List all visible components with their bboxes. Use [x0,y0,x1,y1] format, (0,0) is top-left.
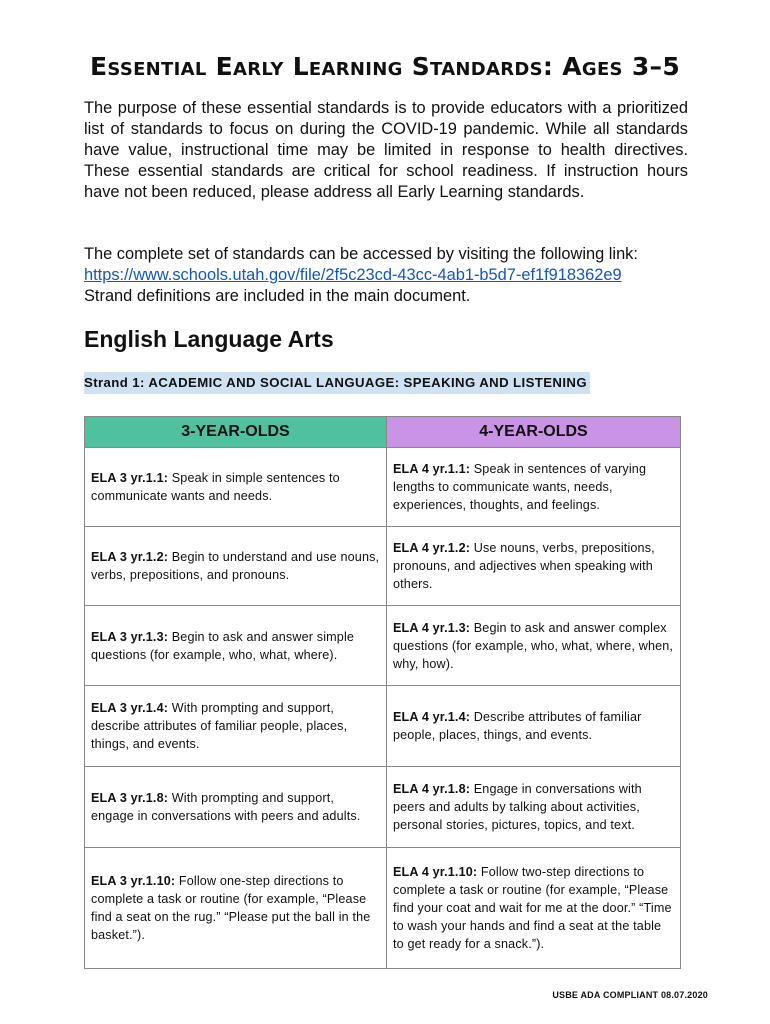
standard-text: Speak in simple sentences to communicate wants and needs. [91,471,340,503]
standard-code: ELA 3 yr.1.10: [91,874,176,888]
table-row [85,448,681,527]
standard-cell-3yr [85,848,387,969]
standard-text: Begin to ask and answer complex questions (for example, who, what, where, when, why, how). [393,620,674,671]
standards-link[interactable]: https://www.schools.utah.gov/file/2f5c23cd-43cc-4ab1-b5d7-ef1f918362e9 [84,266,622,284]
standard-text: Follow two-step directions to complete a task or routine (for example, “Please find your coat and wait for me at the door.” “Time to wash your hands and find a seat at the table to get ready for a snack.”). [393,865,672,951]
standard-text: Describe attributes of familiar people, places, things, and events. [393,710,642,742]
standard-code: ELA 4 yr.1.4: [393,710,471,724]
header-3-year-olds: 3-YEAR-OLDS [85,417,387,448]
table-row [85,767,681,848]
standard-code: ELA 3 yr.1.8: [91,791,169,805]
standard-cell-4yr [387,848,681,969]
standard-code: ELA 3 yr.1.2: [91,550,169,564]
standard-text: With prompting and support, describe attributes of familiar people, places, things, and events. [91,701,348,751]
standard-cell-4yr [387,527,681,606]
standard-cell-4yr [387,767,681,848]
access-paragraph [84,244,694,307]
table-header-row [85,417,681,448]
standard-text: Speak in sentences of varying lengths to communicate wants, needs, experiences, thoughts, and feelings. [393,462,647,512]
section-heading: English Language Arts [84,326,334,352]
standard-code: ELA 4 yr.1.1: [393,462,471,476]
standards-table [84,416,681,969]
standard-code: ELA 3 yr.1.3: [91,629,169,644]
standard-text: Begin to ask and answer simple questions (for example, who, what, where). [91,629,355,662]
standard-code: ELA 3 yr.1.4: [91,701,169,715]
intro-paragraph: The purpose of these essential standards is to provide educators with a prioritized list of standards to focus on during the COVID-19 pandemic. While all standards have value, instructional time may be limited in response to health directives. These essential standards are critical for school readiness. If instruction hours have not been reduced, please address all Early Learning standards. [84,99,688,201]
standard-cell-4yr [387,606,681,686]
standard-code: ELA 4 yr.1.3: [393,620,471,635]
standard-cell-3yr [85,448,387,527]
table-row [85,848,681,969]
standard-code: ELA 4 yr.1.2: [393,541,471,555]
standard-cell-3yr [85,606,387,686]
standard-text: Begin to understand and use nouns, verbs, prepositions, and pronouns. [91,550,380,582]
header-4-year-olds: 4-YEAR-OLDS [387,417,681,448]
table-row [85,686,681,767]
standard-code: ELA 4 yr.1.10: [393,865,478,879]
standard-text: Follow one-step directions to complete a task or routine (for example, “Please find a seat on the rug.” “Please put the ball in the basket.”). [91,874,371,942]
standard-cell-3yr [85,686,387,767]
table-row [85,606,681,686]
standard-text: Use nouns, verbs, prepositions, pronouns, and adjectives when speaking with others. [393,541,655,591]
standard-cell-3yr [85,527,387,606]
ada-compliance-footer: USBE ADA COMPLIANT 08.07.2020 [552,990,708,1000]
standard-cell-4yr [387,448,681,527]
document-title: Essential Early Learning Standards: Ages 3–5 [89,52,681,81]
standard-cell-3yr [85,767,387,848]
access-note: Strand definitions are included in the main document. [84,287,471,305]
standard-code: ELA 3 yr.1.1: [91,471,169,485]
table-row [85,527,681,606]
strand-label: Strand 1: ACADEMIC AND SOCIAL LANGUAGE: SPEAKING AND LISTENING [84,372,590,394]
standard-code: ELA 4 yr.1.8: [393,782,471,796]
standard-text: With prompting and support, engage in conversations with peers and adults. [91,791,361,823]
standard-cell-4yr [387,686,681,767]
standard-text: Engage in conversations with peers and adults by talking about activities, personal stories, pictures, topics, and text. [393,782,642,832]
access-lead: The complete set of standards can be accessed by visiting the following link: [84,245,638,263]
